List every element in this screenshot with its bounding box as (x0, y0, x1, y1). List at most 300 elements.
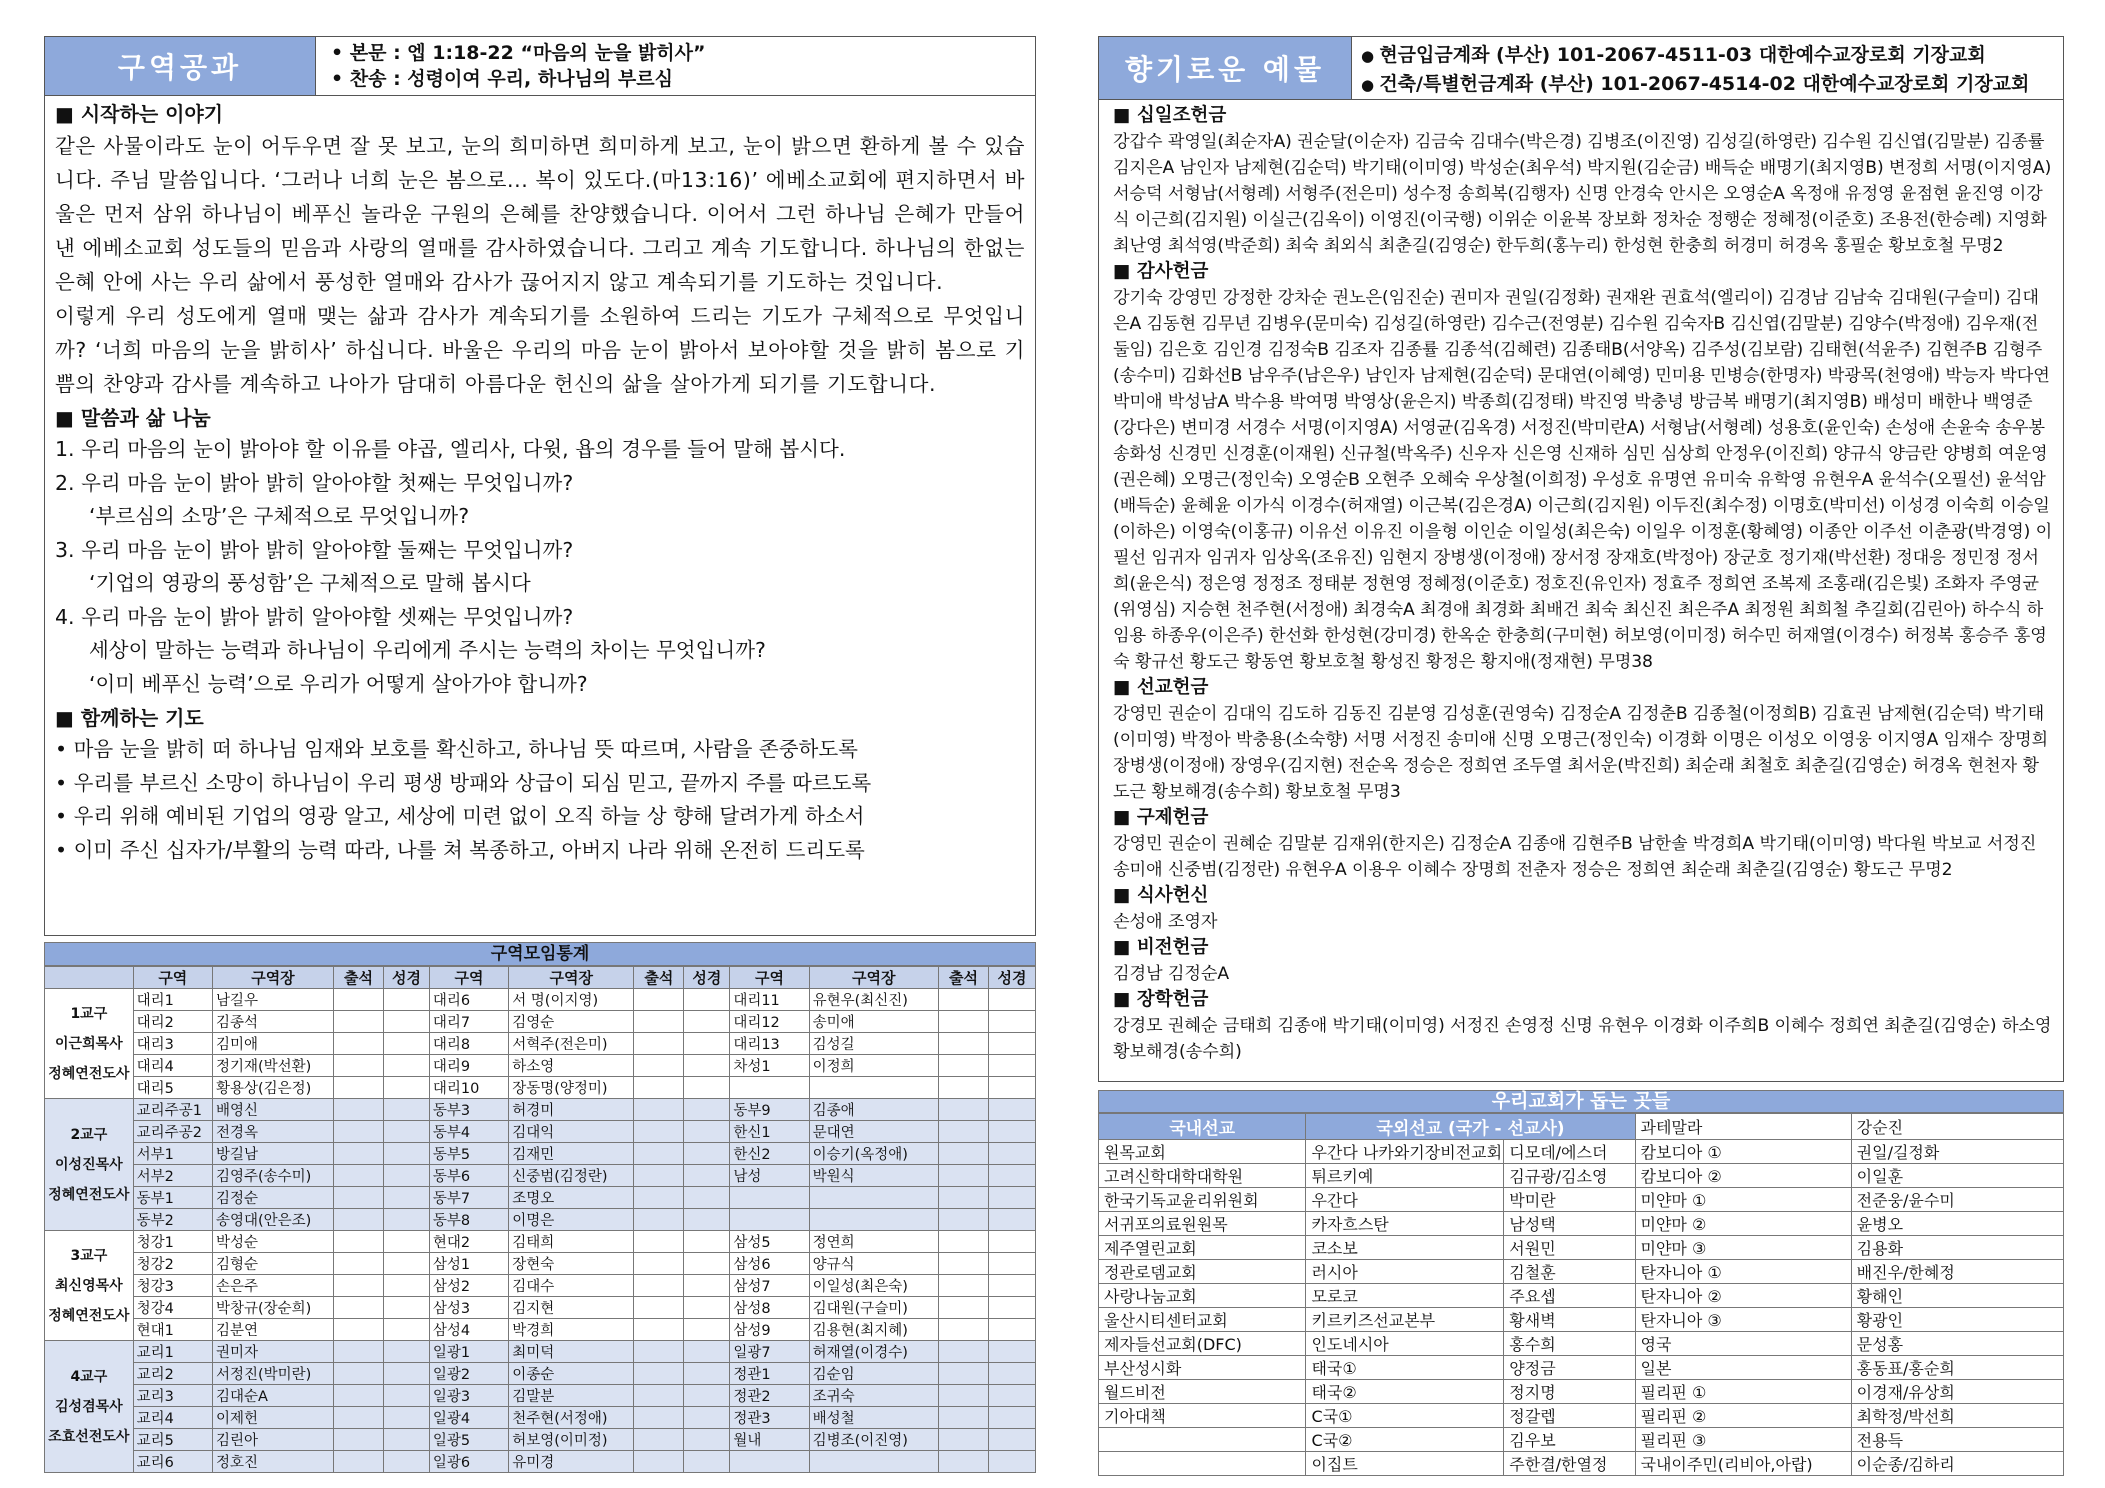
district-leader: 최미덕 (509, 1341, 634, 1363)
table-row (45, 1033, 1036, 1055)
attendance-cell[interactable] (938, 1429, 988, 1451)
support-cell: 한국기독교윤리위원회 (1099, 1188, 1306, 1212)
district-leader: 김말분 (509, 1385, 634, 1407)
attendance-cell[interactable] (634, 989, 684, 1011)
support-cell: 이경재/유상희 (1851, 1380, 2063, 1404)
group-pastor: 조효선전도사 (48, 1428, 130, 1445)
district-code: 서부2 (133, 1165, 212, 1187)
bible-cell[interactable] (384, 1055, 430, 1077)
bible-cell[interactable] (989, 1341, 1036, 1363)
stats-table (44, 966, 1036, 1473)
attendance-cell[interactable] (634, 1341, 684, 1363)
stats-col-header: 구역 (730, 967, 809, 989)
offering-names: 강영민 권순이 김대익 김도하 김동진 김분영 김성훈(권영숙) 김정순A 김정춘B 김종철(이정희B) 김효권 남제현(김순덕) 박기태(이미영) 박정아 박충용(소숙향) 서명 서정진 송미애 신명 오명근(정인숙) 이경화 이명은 이성오 이영웅 이지영A 임재수 장명희 장병생(이정애) 장영우(김지현) 전순옥 정승은 정희연 조두열 최서운(박진희) 최순래 최철호 최춘길(김영순) 허경옥 현천자 황도근 황보해경(송수희) 황보호철 무명3 (1113, 704, 2049, 802)
attendance-cell[interactable] (938, 1055, 988, 1077)
attendance-cell[interactable] (333, 989, 383, 1011)
table-row (45, 1341, 1036, 1363)
district-code: 한신2 (730, 1143, 809, 1165)
district-leader: 장현숙 (509, 1253, 634, 1275)
attendance-cell[interactable] (634, 1407, 684, 1429)
support-cell: 제주열린교회 (1099, 1236, 1306, 1260)
district-code (730, 1077, 809, 1099)
attendance-cell[interactable] (333, 1429, 383, 1451)
bible-cell[interactable] (384, 1429, 430, 1451)
prayer-item: • 마음 눈을 밝히 떠 하나님 임재와 보호를 확신하고, 하나님 뜻 따르며, 사람을 존중하도록 (55, 733, 1025, 767)
attendance-cell[interactable] (634, 1429, 684, 1451)
attendance-cell[interactable] (634, 1319, 684, 1341)
offering-names: 강갑수 곽영일(최순자A) 권순달(이순자) 김금숙 김대수(박은경) 김병조(이진영) 김성길(하영란) 김수원 김신엽(김말분) 김종률 김지은A 남인자 남제현(김순덕) 박기태(이미영) 박성순(최우석) 박지원(김순금) 배득순 배명기(최지영B) 변정희 서명(이지영A) 서승덕 서형남(서형례) 서형주(전은미) 성수정 송희복(김행자) 신명 안경숙 안시은 오영순A 옥정애 유정영 윤점현 윤진영 이강식 이근희(김지원) 이실근(김옥이) 이영진(이국행) 이위순 이윤복 장보화 정차순 정행순 정혜정(이준호) 조용전(한승례) 지영화 최난영 최석영(박준희) 최숙 최외식 최춘길(김영순) 한두희(홍누리) 한성현 한충희 허경미 허경옥 홍필순 황보호철 무명2 (1113, 132, 2052, 256)
support-row (1099, 1380, 2064, 1404)
bible-cell[interactable] (684, 1253, 730, 1275)
group-pastor: 정혜연전도사 (48, 1307, 130, 1324)
bible-cell[interactable] (989, 1275, 1036, 1297)
district-code: 청강3 (133, 1275, 212, 1297)
attendance-cell[interactable] (333, 1341, 383, 1363)
attendance-cell[interactable] (634, 1165, 684, 1187)
attendance-cell[interactable] (634, 1187, 684, 1209)
bible-cell[interactable] (989, 1099, 1036, 1121)
attendance-cell[interactable] (333, 1033, 383, 1055)
support-cell: 김철훈 (1504, 1260, 1635, 1284)
offering-category-title: ■ 장학헌금 (1113, 987, 2053, 1013)
bible-cell[interactable] (989, 989, 1036, 1011)
district-leader: 손은주 (212, 1275, 333, 1297)
table-row (45, 1011, 1036, 1033)
lesson-panel (44, 36, 1036, 936)
bible-cell[interactable] (684, 1275, 730, 1297)
attendance-cell[interactable] (938, 1099, 988, 1121)
bible-cell[interactable] (684, 1319, 730, 1341)
district-code: 청강2 (133, 1253, 212, 1275)
attendance-cell[interactable] (333, 1407, 383, 1429)
bible-cell[interactable] (989, 1297, 1036, 1319)
attendance-cell[interactable] (333, 1077, 383, 1099)
share-title: ■ 말씀과 삶 나눔 (55, 403, 1025, 433)
attendance-cell[interactable] (938, 1143, 988, 1165)
support-row (1099, 1260, 2064, 1284)
group-label (45, 1341, 134, 1473)
offering-category-title: ■ 십일조헌금 (1113, 103, 2053, 129)
attendance-cell[interactable] (333, 1209, 383, 1231)
support-cell: 국내이주민(리비아,아랍) (1635, 1452, 1851, 1476)
district-leader (809, 1187, 938, 1209)
bible-cell[interactable] (384, 1363, 430, 1385)
attendance-cell[interactable] (938, 1319, 988, 1341)
attendance-cell[interactable] (333, 1099, 383, 1121)
district-code: 동부2 (133, 1209, 212, 1231)
district-code: 삼성1 (429, 1253, 508, 1275)
bible-cell[interactable] (684, 1187, 730, 1209)
bible-cell[interactable] (384, 1341, 430, 1363)
bible-cell[interactable] (989, 1033, 1036, 1055)
attendance-cell[interactable] (938, 989, 988, 1011)
support-cell: 과테말라 (1635, 1114, 1851, 1140)
attendance-cell[interactable] (938, 1231, 988, 1253)
support-cell: 미얀마 ③ (1635, 1236, 1851, 1260)
support-head-foreign: 국외선교 (국가 - 선교사) (1306, 1114, 1635, 1140)
stats-col-header: 성경 (989, 967, 1036, 989)
offering-names: 김경남 김정순A (1113, 964, 1230, 984)
bible-cell[interactable] (684, 1385, 730, 1407)
group-pastor: 이성진목사 (55, 1156, 123, 1173)
table-row (45, 1165, 1036, 1187)
offerings-panel (1098, 36, 2064, 1082)
district-code: 대리11 (730, 989, 809, 1011)
attendance-cell[interactable] (938, 1209, 988, 1231)
district-leader: 정호진 (212, 1451, 333, 1473)
attendance-cell[interactable] (333, 1055, 383, 1077)
support-cell: 러시아 (1306, 1260, 1504, 1284)
district-code: 일광4 (429, 1407, 508, 1429)
attendance-cell[interactable] (333, 1165, 383, 1187)
group-pastor: 최신영목사 (55, 1277, 123, 1294)
attendance-cell[interactable] (634, 1055, 684, 1077)
bible-cell[interactable] (684, 1231, 730, 1253)
attendance-cell[interactable] (634, 1121, 684, 1143)
support-cell: 김규광/김소영 (1504, 1164, 1635, 1188)
support-cell: 이순종/김하리 (1851, 1452, 2063, 1476)
district-code: 정관1 (730, 1363, 809, 1385)
table-row (45, 989, 1036, 1011)
support-cell: 배진우/한혜정 (1851, 1260, 2063, 1284)
bible-cell[interactable] (684, 1451, 730, 1473)
support-cell: 정갈렙 (1504, 1404, 1635, 1428)
bible-cell[interactable] (989, 1231, 1036, 1253)
bible-cell[interactable] (989, 1429, 1036, 1451)
bible-cell[interactable] (384, 1011, 430, 1033)
attendance-cell[interactable] (938, 1385, 988, 1407)
district-leader: 배영신 (212, 1099, 333, 1121)
bible-cell[interactable] (989, 1143, 1036, 1165)
bible-cell[interactable] (989, 1209, 1036, 1231)
district-leader: 김대순A (212, 1385, 333, 1407)
offerings-header: 향기로운 예물 (1099, 37, 1352, 99)
bible-cell[interactable] (684, 1143, 730, 1165)
district-code: 현대2 (429, 1231, 508, 1253)
bible-cell[interactable] (384, 989, 430, 1011)
attendance-cell[interactable] (634, 1209, 684, 1231)
table-row (45, 1253, 1036, 1275)
prayer-item: • 이미 주신 십자가/부활의 능력 따라, 나를 쳐 복종하고, 아버지 나라 위해 온전히 드리도록 (55, 834, 1025, 868)
table-row (45, 1121, 1036, 1143)
support-cell: 월드비전 (1099, 1380, 1306, 1404)
attendance-cell[interactable] (333, 1011, 383, 1033)
district-leader: 서혁주(전은미) (509, 1033, 634, 1055)
bible-cell[interactable] (989, 1165, 1036, 1187)
attendance-cell[interactable] (938, 1187, 988, 1209)
district-code: 삼성8 (730, 1297, 809, 1319)
bible-cell[interactable] (684, 1033, 730, 1055)
district-code: 삼성6 (730, 1253, 809, 1275)
bible-cell[interactable] (384, 1275, 430, 1297)
district-leader: 김정순 (212, 1187, 333, 1209)
district-code: 일광1 (429, 1341, 508, 1363)
table-row (45, 1385, 1036, 1407)
bible-cell[interactable] (384, 1187, 430, 1209)
bible-cell[interactable] (684, 1165, 730, 1187)
bible-cell[interactable] (989, 1319, 1036, 1341)
district-leader: 정기재(박선환) (212, 1055, 333, 1077)
district-leader: 조귀숙 (809, 1385, 938, 1407)
bible-cell[interactable] (684, 1099, 730, 1121)
support-cell: 튀르키예 (1306, 1164, 1504, 1188)
bible-cell[interactable] (684, 1429, 730, 1451)
attendance-cell[interactable] (333, 1187, 383, 1209)
bible-cell[interactable] (384, 1253, 430, 1275)
attendance-cell[interactable] (938, 1121, 988, 1143)
support-row (1099, 1164, 2064, 1188)
support-cell: C국② (1306, 1428, 1504, 1452)
attendance-cell[interactable] (634, 1231, 684, 1253)
attendance-cell[interactable] (938, 1253, 988, 1275)
district-code: 교리주공2 (133, 1121, 212, 1143)
attendance-cell[interactable] (333, 1231, 383, 1253)
table-row (45, 1143, 1036, 1165)
attendance-cell[interactable] (938, 1341, 988, 1363)
bible-cell[interactable] (684, 989, 730, 1011)
district-code: 정관2 (730, 1385, 809, 1407)
bible-cell[interactable] (384, 1231, 430, 1253)
support-cell: 사랑나눔교회 (1099, 1284, 1306, 1308)
attendance-cell[interactable] (634, 1253, 684, 1275)
prayer-item: • 우리를 부르신 소망이 하나님이 우리 평생 방패와 상급이 되심 믿고, 끝까지 주를 따르도록 (55, 767, 1025, 801)
bible-cell[interactable] (684, 1363, 730, 1385)
support-cell: 강순진 (1851, 1114, 2063, 1140)
stats-col-header: 구역장 (809, 967, 938, 989)
lesson-scripture: • 본문 : 엡 1:18-22 “마음의 눈을 밝히사” (331, 40, 706, 66)
attendance-cell[interactable] (634, 1143, 684, 1165)
lesson-hymns: • 찬송 : 성령이여 우리, 하나님의 부르심 (331, 66, 706, 92)
attendance-cell[interactable] (333, 1143, 383, 1165)
attendance-cell[interactable] (938, 1165, 988, 1187)
district-leader: 김종애 (809, 1099, 938, 1121)
attendance-cell[interactable] (938, 1011, 988, 1033)
district-code: 한신1 (730, 1121, 809, 1143)
bible-cell[interactable] (684, 1011, 730, 1033)
bible-cell[interactable] (384, 1077, 430, 1099)
support-cell: 이집트 (1306, 1452, 1504, 1476)
attendance-cell[interactable] (938, 1363, 988, 1385)
district-code: 동부9 (730, 1099, 809, 1121)
support-cell: 기아대책 (1099, 1404, 1306, 1428)
district-code: 청강1 (133, 1231, 212, 1253)
support-cell: 최학정/박선희 (1851, 1404, 2063, 1428)
bible-cell[interactable] (384, 1143, 430, 1165)
district-leader: 김용현(최지혜) (809, 1319, 938, 1341)
support-cell: 울산시티센터교회 (1099, 1308, 1306, 1332)
district-code: 현대1 (133, 1319, 212, 1341)
support-cell: 디모데/에스더 (1504, 1140, 1635, 1164)
bible-cell[interactable] (989, 1121, 1036, 1143)
intro-text: 같은 사물이라도 눈이 어두우면 잘 못 보고, 눈의 희미하면 희미하게 보고, 눈이 밝으면 환하게 볼 수 있습니다. 주님 말씀입니다. ‘그러나 너희 눈은 봄으로... 복이 있도다.(마13:16)’ 에베소교회에 편지하면서 바울은 먼저 삼위 하나님이 베푸신 놀라운 구원의 은혜를 찬양했습니다. 이어서 그런 하나님 은혜가 만들어 낸 에베소교회 성도들의 믿음과 사랑의 열매를 감사하였습니다. 그리고 계속 기도합니다. 하나님의 한없는 은혜 안에 사는 우리 삶에서 풍성한 열매와 감사가 끊어지지 않고 계속되기를 기도하는 것입니다. (55, 134, 1025, 294)
attendance-cell[interactable] (634, 1297, 684, 1319)
support-cell: 황해인 (1851, 1284, 2063, 1308)
attendance-cell[interactable] (333, 1385, 383, 1407)
bible-cell[interactable] (384, 1165, 430, 1187)
question-item: ‘기업의 영광의 풍성함’은 구체적으로 말해 봅시다 (89, 571, 531, 595)
support-cell: 태국② (1306, 1380, 1504, 1404)
support-cell: 고려신학대학대학원 (1099, 1164, 1306, 1188)
support-cell (1099, 1452, 1306, 1476)
bible-cell[interactable] (384, 1385, 430, 1407)
group-pastor: 정혜연전도사 (48, 1065, 130, 1082)
district-leader: 박경희 (509, 1319, 634, 1341)
district-leader: 서정진(박미란) (212, 1363, 333, 1385)
bible-cell[interactable] (684, 1121, 730, 1143)
table-row (45, 1429, 1036, 1451)
bible-cell[interactable] (384, 1121, 430, 1143)
bible-cell[interactable] (684, 1407, 730, 1429)
district-leader: 유현우(최신진) (809, 989, 938, 1011)
attendance-cell[interactable] (333, 1253, 383, 1275)
account-building: ● 건축/특별헌금계좌 (부산) 101-2067-4514-02 대한예수교장로회 기장교회 (1361, 70, 2029, 99)
district-code: 청강4 (133, 1297, 212, 1319)
support-cell: 박미란 (1504, 1188, 1635, 1212)
prayer-item: • 우리 위해 예비된 기업의 영광 알고, 세상에 미련 없이 오직 하늘 상 향해 달려가게 하소서 (55, 800, 1025, 834)
support-cell: 미얀마 ② (1635, 1212, 1851, 1236)
bible-cell[interactable] (989, 1407, 1036, 1429)
support-cell: 제자들선교회(DFC) (1099, 1332, 1306, 1356)
support-cell: 서귀포의료원원목 (1099, 1212, 1306, 1236)
attendance-cell[interactable] (938, 1077, 988, 1099)
district-leader: 이종순 (509, 1363, 634, 1385)
support-cell: 캄보디아 ② (1635, 1164, 1851, 1188)
support-row (1099, 1452, 2064, 1476)
district-code: 동부7 (429, 1187, 508, 1209)
support-cell: 서원민 (1504, 1236, 1635, 1260)
bible-cell[interactable] (989, 1055, 1036, 1077)
attendance-cell[interactable] (938, 1407, 988, 1429)
bible-cell[interactable] (684, 1055, 730, 1077)
bible-cell[interactable] (384, 1451, 430, 1473)
support-cell: 원목교회 (1099, 1140, 1306, 1164)
bible-cell[interactable] (384, 1319, 430, 1341)
offering-category-title: ■ 비전헌금 (1113, 935, 2053, 961)
district-code: 삼성2 (429, 1275, 508, 1297)
bible-cell[interactable] (384, 1209, 430, 1231)
group-label (45, 1231, 134, 1341)
district-leader: 김성길 (809, 1033, 938, 1055)
bible-cell[interactable] (684, 1297, 730, 1319)
support-row (1099, 1212, 2064, 1236)
bible-cell[interactable] (684, 1209, 730, 1231)
district-leader: 허보영(이미정) (509, 1429, 634, 1451)
bible-cell[interactable] (989, 1451, 1036, 1473)
district-leader: 신중범(김정란) (509, 1165, 634, 1187)
district-leader: 송미애 (809, 1011, 938, 1033)
account-list (1361, 41, 2029, 99)
group-name: 2교구 (70, 1126, 108, 1143)
bible-cell[interactable] (384, 1407, 430, 1429)
attendance-cell[interactable] (333, 1363, 383, 1385)
table-row (45, 1187, 1036, 1209)
table-row (45, 1231, 1036, 1253)
attendance-cell[interactable] (333, 1297, 383, 1319)
district-code: 동부1 (133, 1187, 212, 1209)
bible-cell[interactable] (989, 1077, 1036, 1099)
district-code: 교리1 (133, 1341, 212, 1363)
support-panel (1098, 1090, 2064, 1474)
attendance-cell[interactable] (938, 1033, 988, 1055)
attendance-cell[interactable] (634, 1451, 684, 1473)
support-cell: 황광인 (1851, 1308, 2063, 1332)
support-row (1099, 1236, 2064, 1260)
support-cell: 주한결/한열정 (1504, 1452, 1635, 1476)
attendance-cell[interactable] (634, 1077, 684, 1099)
attendance-cell[interactable] (634, 1099, 684, 1121)
district-code: 대리9 (429, 1055, 508, 1077)
support-cell: 황새벽 (1504, 1308, 1635, 1332)
offering-list (1113, 103, 2053, 1065)
bible-cell[interactable] (684, 1077, 730, 1099)
support-cell: 인도네시아 (1306, 1332, 1504, 1356)
district-leader: 조명오 (509, 1187, 634, 1209)
question-list (55, 433, 1025, 701)
bible-cell[interactable] (989, 1253, 1036, 1275)
bible-cell[interactable] (384, 1297, 430, 1319)
district-code: 삼성4 (429, 1319, 508, 1341)
bible-cell[interactable] (989, 1011, 1036, 1033)
attendance-cell[interactable] (634, 1033, 684, 1055)
support-cell: 영국 (1635, 1332, 1851, 1356)
district-code: 정관3 (730, 1407, 809, 1429)
district-leader: 허재열(이경수) (809, 1341, 938, 1363)
table-row (45, 1077, 1036, 1099)
attendance-cell[interactable] (634, 1363, 684, 1385)
support-cell: 코소보 (1306, 1236, 1504, 1260)
bible-cell[interactable] (384, 1099, 430, 1121)
support-cell: 우간다 나카와기장비전교회 (1306, 1140, 1504, 1164)
table-row (45, 1407, 1036, 1429)
bible-cell[interactable] (684, 1341, 730, 1363)
support-cell: 필리핀 ② (1635, 1404, 1851, 1428)
support-cell: 전준웅/윤수미 (1851, 1188, 2063, 1212)
account-general: ● 현금입금계좌 (부산) 101-2067-4511-03 대한예수교장로회 기장교회 (1361, 41, 2029, 70)
attendance-cell[interactable] (333, 1451, 383, 1473)
district-leader: 천주현(서정애) (509, 1407, 634, 1429)
bible-cell[interactable] (989, 1363, 1036, 1385)
bible-cell[interactable] (384, 1033, 430, 1055)
district-code: 대리2 (133, 1011, 212, 1033)
offering-category-title: ■ 식사헌신 (1113, 883, 2053, 909)
support-row (1099, 1404, 2064, 1428)
attendance-cell[interactable] (333, 1275, 383, 1297)
district-leader: 박성순 (212, 1231, 333, 1253)
attendance-cell[interactable] (333, 1319, 383, 1341)
question-item: ‘부르심의 소망’은 구체적으로 무엇입니까? (89, 504, 470, 528)
support-cell: 미얀마 ① (1635, 1188, 1851, 1212)
district-code: 교리3 (133, 1385, 212, 1407)
district-leader: 이제헌 (212, 1407, 333, 1429)
attendance-cell[interactable] (634, 1385, 684, 1407)
lesson-header: 구역공과 (45, 37, 316, 95)
attendance-cell[interactable] (938, 1275, 988, 1297)
support-cell: 이일훈 (1851, 1164, 2063, 1188)
attendance-cell[interactable] (634, 1275, 684, 1297)
bible-cell[interactable] (989, 1187, 1036, 1209)
support-cell: 탄자니아 ① (1635, 1260, 1851, 1284)
stats-col-header: 성경 (384, 967, 430, 989)
district-code: 남성 (730, 1165, 809, 1187)
attendance-cell[interactable] (634, 1011, 684, 1033)
attendance-cell[interactable] (333, 1121, 383, 1143)
district-leader: 배성철 (809, 1407, 938, 1429)
attendance-cell[interactable] (938, 1297, 988, 1319)
bible-cell[interactable] (989, 1385, 1036, 1407)
support-cell: 탄자니아 ③ (1635, 1308, 1851, 1332)
district-code: 대리1 (133, 989, 212, 1011)
attendance-cell[interactable] (938, 1451, 988, 1473)
